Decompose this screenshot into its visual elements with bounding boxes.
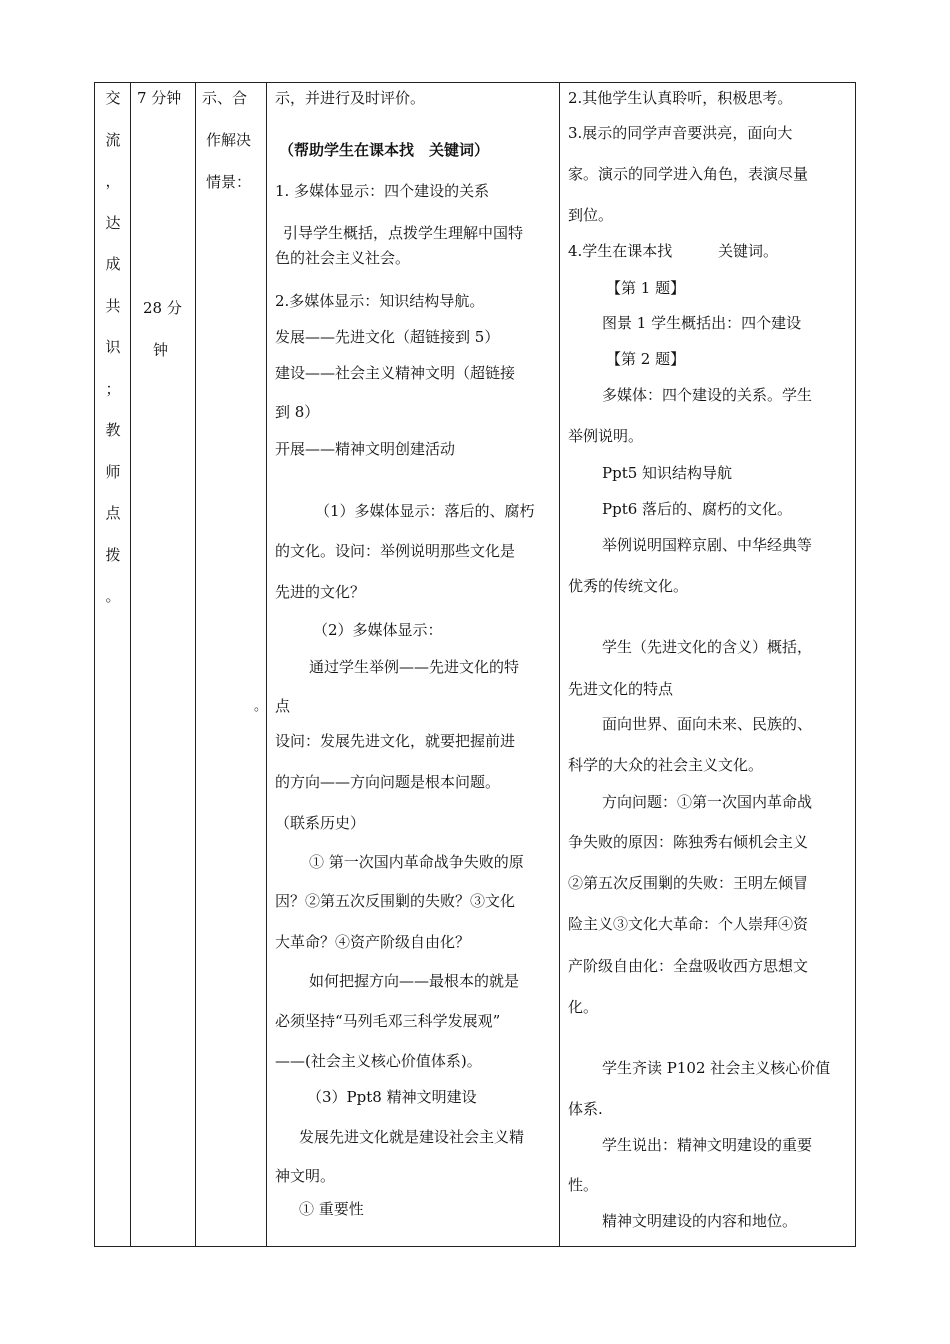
student-line: 先进文化的特点 bbox=[568, 680, 674, 698]
teacher-line: ① 第一次国内革命战争失败的原 bbox=[309, 853, 524, 871]
teacher-line: 设问：发展先进文化，就要把握前进 bbox=[275, 732, 516, 750]
teacher-line: （1）多媒体显示：落后的、腐朽 bbox=[315, 502, 535, 520]
stage-char: 达 bbox=[105, 213, 121, 232]
stage-char: 识 bbox=[105, 338, 121, 356]
stage-char: 流 bbox=[105, 130, 121, 149]
student-line: 性。 bbox=[568, 1176, 599, 1194]
student-line: 举例说明。 bbox=[568, 427, 644, 445]
teacher-line: ① 重要性 bbox=[299, 1200, 364, 1218]
student-line: 学生齐读 P102 社会主义核心价值 bbox=[602, 1059, 831, 1077]
column-divider bbox=[195, 82, 196, 1247]
student-line: 关键词。 bbox=[718, 242, 779, 260]
stage-char: 教 bbox=[105, 421, 121, 439]
teacher-line: 如何把握方向——最根本的就是 bbox=[309, 972, 520, 990]
stage-char: 点 bbox=[105, 504, 121, 522]
teacher-line: 的文化。设问：举例说明那些文化是 bbox=[275, 542, 516, 560]
column-divider bbox=[130, 82, 131, 1247]
time-entry-2-cont: 钟 bbox=[153, 341, 169, 359]
column-divider bbox=[266, 82, 267, 1247]
student-line: 2.其他学生认真聆听，积极思考。 bbox=[568, 89, 793, 107]
teacher-line: 先进的文化？ bbox=[275, 583, 366, 601]
student-line: 精神文明建设的内容和地位。 bbox=[602, 1212, 798, 1230]
student-line: 险主义③文化大革命：个人崇拜④资 bbox=[568, 915, 809, 933]
teacher-line: 示，并进行及时评价。 bbox=[275, 89, 426, 107]
teacher-line: 大革命？④资产阶级自由化？ bbox=[275, 933, 471, 951]
teacher-line: 到 8） bbox=[275, 403, 320, 421]
teacher-line: （帮助学生在课本找 bbox=[279, 141, 415, 159]
teacher-line: （3）Ppt8 精神文明建设 bbox=[307, 1088, 477, 1106]
student-line: 科学的大众的社会主义文化。 bbox=[568, 756, 764, 774]
stage-char: 共 bbox=[105, 296, 121, 315]
teacher-line: 引导学生概括，点拨学生理解中国特 bbox=[283, 224, 524, 242]
student-line: 学生说出：精神文明建设的重要 bbox=[602, 1136, 813, 1154]
teacher-line: 色的社会主义社会。 bbox=[275, 249, 411, 267]
student-line: 优秀的传统文化。 bbox=[568, 577, 689, 595]
student-line: Ppt5 知识结构导航 bbox=[602, 464, 733, 482]
method-line: 示、合 bbox=[202, 89, 248, 107]
teacher-line: 发展先进文化就是建设社会主义精 bbox=[299, 1128, 525, 1146]
student-line: 体系. bbox=[568, 1100, 603, 1118]
student-line: 【第 1 题】 bbox=[606, 279, 686, 297]
method-line: 情景： bbox=[206, 173, 252, 191]
student-line: 争失败的原因：陈独秀右倾机会主义 bbox=[568, 833, 809, 851]
teacher-line: 2.多媒体显示：知识结构导航。 bbox=[275, 292, 485, 310]
teacher-line: 发展——先进文化（超链接到 5） bbox=[275, 328, 500, 346]
teacher-line: 开展——精神文明创建活动 bbox=[275, 440, 456, 458]
student-line: 方向问题：①第一次国内革命战 bbox=[602, 793, 813, 811]
time-entry-1: 7 分钟 bbox=[137, 89, 182, 107]
teacher-line: 的方向——方向问题是根本问题。 bbox=[275, 773, 501, 791]
student-line: 到位。 bbox=[568, 206, 614, 224]
teacher-line: ——(社会主义核心价值体系)。 bbox=[275, 1052, 482, 1070]
student-line: 面向世界、面向未来、民族的、 bbox=[602, 715, 813, 733]
teacher-line: 必须坚持“马列毛邓三科学发展观” bbox=[275, 1012, 501, 1030]
teacher-line: （联系历史） bbox=[275, 814, 366, 832]
stage-char: 拨 bbox=[105, 545, 121, 564]
student-line: 4.学生在课本找 bbox=[568, 242, 673, 260]
student-line: 多媒体：四个建设的关系。学生 bbox=[602, 386, 813, 404]
method-line: 作解决 bbox=[206, 131, 252, 149]
time-entry-2: 28 分 bbox=[143, 299, 182, 317]
stage-char: ， bbox=[105, 172, 121, 190]
teacher-line: 建设——社会主义精神文明（超链接 bbox=[275, 364, 516, 382]
student-line: 化。 bbox=[568, 998, 599, 1016]
student-line: 产阶级自由化：全盘吸收西方思想文 bbox=[568, 957, 809, 975]
stage-char: 交 bbox=[105, 89, 121, 107]
teacher-line: 关键词） bbox=[429, 141, 490, 159]
teacher-line: （2）多媒体显示： bbox=[313, 621, 443, 639]
teacher-line: 神文明。 bbox=[275, 1167, 336, 1185]
student-line: 举例说明国粹京剧、中华经典等 bbox=[602, 536, 813, 554]
stage-column bbox=[96, 82, 130, 628]
stage-char: 成 bbox=[105, 255, 121, 273]
student-line: 学生（先进文化的含义）概括， bbox=[602, 638, 813, 656]
teacher-line: 点 bbox=[275, 697, 291, 715]
student-line: Ppt6 落后的、腐朽的文化。 bbox=[602, 500, 793, 518]
teacher-line: 因？②第五次反围剿的失败？③文化 bbox=[275, 892, 516, 910]
stage-char: 。 bbox=[105, 587, 121, 605]
student-line: 家。演示的同学进入角色，表演尽量 bbox=[568, 165, 809, 183]
stage-char: 师 bbox=[105, 462, 121, 481]
teacher-line: 1. 多媒体显示：四个建设的关系 bbox=[275, 182, 490, 200]
student-line: 3.展示的同学声音要洪亮，面向大 bbox=[568, 124, 793, 142]
column-divider bbox=[559, 82, 560, 1247]
stage-char: ； bbox=[105, 379, 121, 398]
student-line: 图景 1 学生概括出：四个建设 bbox=[602, 314, 802, 332]
student-line: 【第 2 题】 bbox=[606, 350, 686, 368]
student-line: ②第五次反围剿的失败：王明左倾冒 bbox=[568, 874, 809, 892]
teacher-line: 通过学生举例——先进文化的特 bbox=[309, 658, 520, 676]
stray-mark: 。 bbox=[254, 699, 268, 714]
